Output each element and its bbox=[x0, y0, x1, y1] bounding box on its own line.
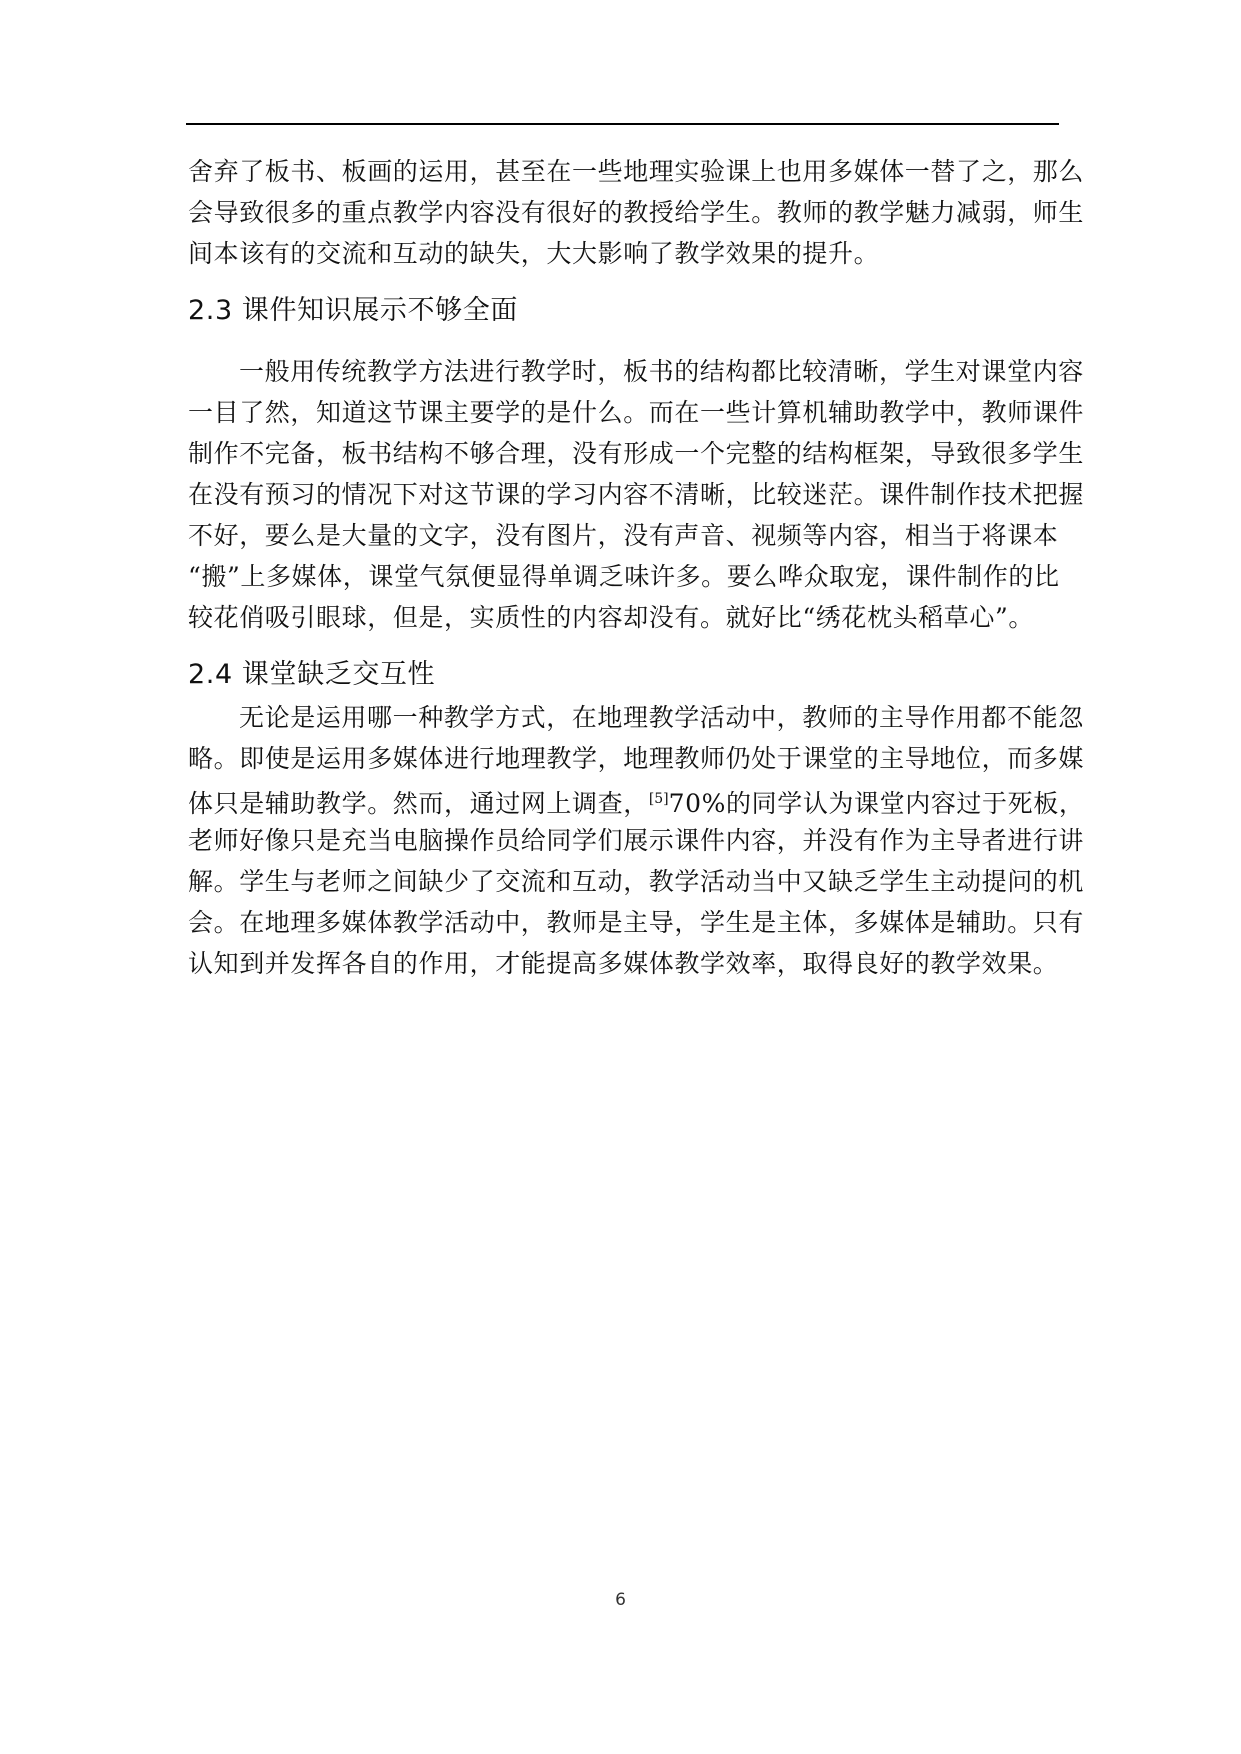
text-line: 一般用传统教学方法进行教学时，板书的结构都比较清晰，学生对课堂内容 bbox=[239, 357, 1084, 386]
text-line-with-citation bbox=[188, 779, 1085, 820]
paragraph-2-4 bbox=[188, 697, 1085, 984]
paragraph-continuation bbox=[188, 151, 1085, 274]
text-line: 一目了然，知道这节课主要学的是什么。而在一些计算机辅助教学中，教师课件 bbox=[188, 398, 1085, 427]
text-line: 认知到并发挥各自的作用，才能提高多媒体教学效率，取得良好的教学效果。 bbox=[188, 949, 1059, 978]
text-line: 老师好像只是充当电脑操作员给同学们展示课件内容，并没有作为主导者进行讲 bbox=[188, 826, 1085, 855]
text-line: 制作不完备，板书结构不够合理，没有形成一个完整的结构框架，导致很多学生 bbox=[188, 439, 1085, 468]
text-line: 在没有预习的情况下对这节课的学习内容不清晰，比较迷茫。课件制作技术把握 bbox=[188, 480, 1085, 509]
section-heading-2-3: 2.3 课件知识展示不够全面 bbox=[188, 295, 518, 326]
text-segment: 70%的同学认为课堂内容过于死板， bbox=[668, 789, 1085, 818]
text-line: 舍弃了板书、板画的运用，甚至在一些地理实验课上也用多媒体一替了之，那么 bbox=[188, 157, 1085, 186]
citation-marker: [5] bbox=[648, 791, 669, 807]
document-body bbox=[188, 151, 1085, 984]
text-line: 解。学生与老师之间缺少了交流和互动，教学活动当中又缺乏学生主动提问的机 bbox=[188, 867, 1085, 896]
text-line: 较花俏吸引眼球，但是，实质性的内容却没有。就好比“绣花枕头稻草心”。 bbox=[188, 603, 1034, 632]
paragraph-2-3 bbox=[188, 351, 1085, 638]
text-line: 间本该有的交流和互动的缺失，大大影响了教学效果的提升。 bbox=[188, 239, 880, 268]
text-line: 会。在地理多媒体教学活动中，教师是主导，学生是主体，多媒体是辅助。只有 bbox=[188, 908, 1085, 937]
header-rule bbox=[186, 123, 1059, 125]
text-line: 无论是运用哪一种教学方式，在地理教学活动中，教师的主导作用都不能忽 bbox=[239, 703, 1084, 732]
text-line: 略。即使是运用多媒体进行地理教学，地理教师仍处于课堂的主导地位，而多媒 bbox=[188, 744, 1085, 773]
section-heading-2-4: 2.4 课堂缺乏交互性 bbox=[188, 659, 436, 690]
text-line: 不好，要么是大量的文字，没有图片，没有声音、视频等内容，相当于将课本 bbox=[188, 521, 1059, 550]
text-line: 会导致很多的重点教学内容没有很好的教授给学生。教师的教学魅力减弱，师生 bbox=[188, 198, 1085, 227]
text-line: “搬”上多媒体，课堂气氛便显得单调乏味许多。要么哗众取宠，课件制作的比 bbox=[188, 562, 1060, 591]
page-number: 6 bbox=[615, 1590, 626, 1610]
text-segment: 体只是辅助教学。然而，通过网上调查， bbox=[188, 789, 649, 818]
